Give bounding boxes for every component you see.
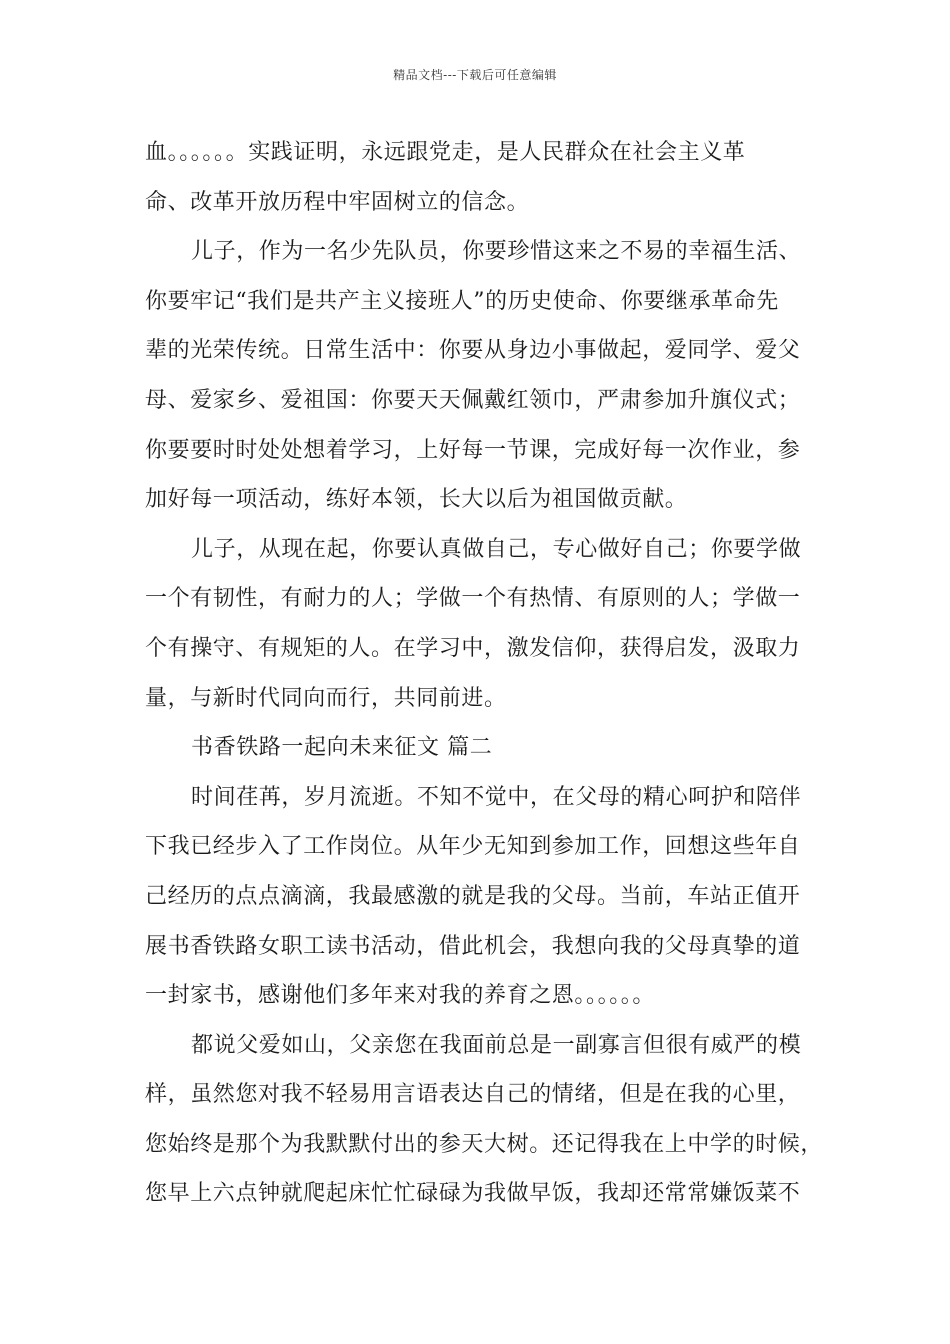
- text-line: 时间荏苒，岁月流逝。不知不觉中，在父母的精心呵护和陪伴: [191, 784, 802, 810]
- text-line: 一封家书，感谢他们多年来对我的养育之恩。。。。。。: [145, 983, 656, 1009]
- text-line: 展书香铁路女职工读书活动，借此机会，我想向我的父母真挚的道: [145, 933, 801, 959]
- text-line: 样，虽然您对我不轻易用言语表达自己的情绪，但是在我的心里，: [145, 1082, 801, 1108]
- text-line: 母、爱家乡、爱祖国：你要天天佩戴红领巾，严肃参加升旗仪式；: [145, 387, 801, 413]
- page-header: 精品文档---下载后可任意编辑: [393, 68, 557, 82]
- text-line: 个有操守、有规矩的人。在学习中，激发信仰，获得启发，汲取力: [145, 635, 801, 661]
- text-line: 书香铁路一起向未来征文 篇二: [191, 735, 493, 761]
- text-line: 量，与新时代同向而行，共同前进。: [145, 685, 507, 711]
- text-line: 血。。。。。。实践证明，永远跟党走，是人民群众在社会主义革: [145, 140, 746, 165]
- text-line: 儿子，作为一名少先队员，你要珍惜这来之不易的幸福生活、: [191, 239, 802, 265]
- text-line: 辈的光荣传统。日常生活中：你要从身边小事做起，爱同学、爱父: [145, 338, 801, 364]
- text-line: 儿子，从现在起，你要认真做自己，专心做好自己；你要学做: [191, 536, 802, 562]
- text-line: 己经历的点点滴滴，我最感激的就是我的父母。当前，车站正值开: [145, 883, 801, 909]
- text-line: 下我已经步入了工作岗位。从年少无知到参加工作，回想这些年自: [145, 834, 801, 860]
- text-line: 你要牢记“我们是共产主义接班人”的历史使命、你要继承革命先: [145, 288, 779, 314]
- text-line: 您早上六点钟就爬起床忙忙碌碌为我做早饭，我却还常常嫌饭菜不: [145, 1181, 801, 1207]
- text-line: 你要要时时处处想着学习，上好每一节课，完成好每一次作业，参: [145, 437, 801, 463]
- text-line: 都说父爱如山，父亲您在我面前总是一副寡言但很有威严的模: [191, 1032, 802, 1058]
- text-line: 您始终是那个为我默默付出的参天大树。还记得我在上中学的时候，: [145, 1131, 824, 1157]
- text-line: 加好每一项活动，练好本领，长大以后为祖国做贡献。: [145, 487, 688, 513]
- text-line: 一个有韧性，有耐力的人；学做一个有热情、有原则的人；学做一: [145, 586, 801, 612]
- document-body: [145, 128, 825, 1219]
- text-line: 命、改革开放历程中牢固树立的信念。: [145, 189, 530, 215]
